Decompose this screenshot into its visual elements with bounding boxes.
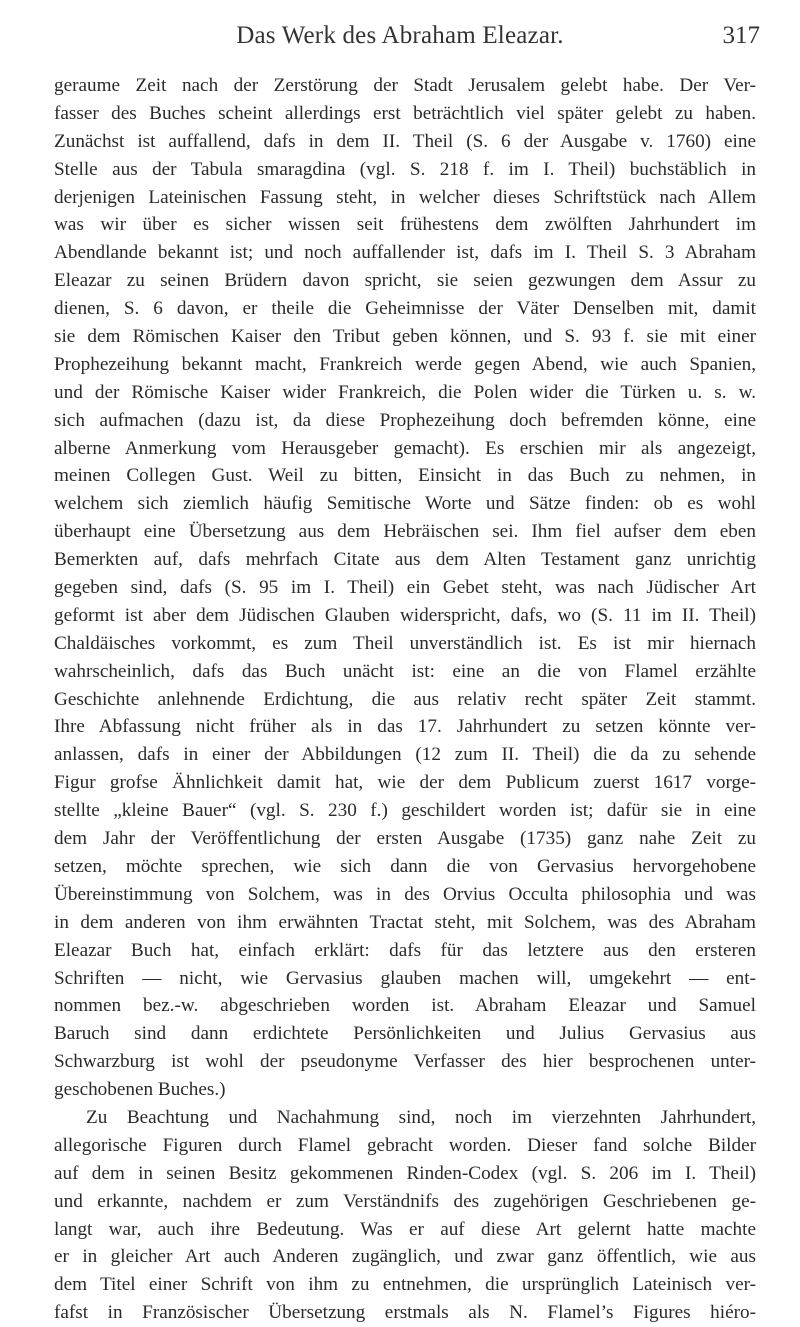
text-line: fafst in Französischer Übersetzung erstmals als N. Flamel’s Figures hiéro-: [54, 1302, 756, 1324]
text-line: Stelle aus der Tabula smaragdina (vgl. S. 218 f. im I. Theil) buchstäblich in: [54, 158, 756, 180]
text-line: Schriften — nicht, wie Gervasius glauben machen will, umgekehrt — ent-: [54, 967, 756, 989]
text-line: Figur grofse Ähnlichkeit damit hat, wie der dem Publicum zuerst 1617 vorge-: [54, 772, 756, 794]
text-line: Eleazar zu seinen Brüdern davon spricht, sie seien gezwungen dem Assur zu: [54, 270, 756, 292]
text-line: Zu Beachtung und Nachahmung sind, noch im vierzehnten Jahrhundert,: [86, 1106, 756, 1128]
text-line: Übereinstimmung von Solchem, was in des Orvius Occulta philosophia und was: [54, 883, 756, 905]
text-line: meinen Collegen Gust. Weil zu bitten, Einsicht in das Buch zu nehmen, in: [54, 465, 756, 487]
text-line: auf dem in seinen Besitz gekommenen Rinden-Codex (vgl. S. 206 im I. Theil): [54, 1162, 756, 1184]
text-line: nommen bez.-w. abgeschrieben worden ist. Abraham Eleazar und Samuel: [54, 995, 756, 1017]
body-text: [54, 72, 756, 1327]
page-number: 317: [722, 22, 760, 49]
text-line: geschobenen Buches.): [54, 1079, 226, 1101]
running-head: [0, 22, 800, 56]
text-line: was wir über es sicher wissen seit frühestens dem zwölften Jahrhundert im: [54, 214, 756, 236]
text-line: welchem sich ziemlich häufig Semitische Worte und Sätze finden: ob es wohl: [54, 493, 756, 515]
text-line: er in gleicher Art auch Anderen zugänglich, und zwar ganz öffentlich, wie aus: [54, 1246, 756, 1268]
text-line: Zunächst ist auffallend, dafs in dem II. Theil (S. 6 der Ausgabe v. 1760) eine: [54, 130, 756, 152]
text-line: und der Römische Kaiser wider Frankreich, die Polen wider die Türken u. s. w.: [54, 381, 756, 403]
text-line: Schwarzburg ist wohl der pseudonyme Verfasser des hier besprochenen unter-: [54, 1051, 756, 1073]
text-line: Prophezeihung bekannt macht, Frankreich werde gegen Abend, wie auch Spanien,: [54, 353, 756, 375]
text-line: anlassen, dafs in einer der Abbildungen (12 zum II. Theil) die da zu sehende: [54, 744, 756, 766]
text-line: sie dem Römischen Kaiser den Tribut geben können, und S. 93 f. sie mit einer: [54, 326, 756, 348]
text-line: dienen, S. 6 davon, er theile die Geheimnisse der Väter Denselben mit, damit: [54, 298, 756, 320]
text-line: Abendlande bekannt ist; und noch auffallender ist, dafs im I. Theil S. 3 Abraham: [54, 242, 756, 264]
text-line: dem Titel einer Schrift von ihm zu entnehmen, die ursprünglich Lateinisch ver-: [54, 1274, 756, 1296]
text-line: dem Jahr der Veröffentlichung der ersten Ausgabe (1735) ganz nahe Zeit zu: [54, 828, 756, 850]
text-line: wahrscheinlich, dafs das Buch unächt ist: eine an die von Flamel erzählte: [54, 660, 756, 682]
text-line: Chaldäisches vorkommt, es zum Theil unverständlich ist. Es ist mir hiernach: [54, 632, 756, 654]
text-line: sich aufmachen (dazu ist, da diese Prophezeihung doch befremden könne, eine: [54, 409, 756, 431]
text-line: geraume Zeit nach der Zerstörung der Stadt Jerusalem gelebt habe. Der Ver-: [54, 75, 756, 96]
text-line: Eleazar Buch hat, einfach erklärt: dafs für das letztere aus den ersteren: [54, 939, 756, 961]
text-line: Baruch sind dann erdichtete Persönlichkeiten und Julius Gervasius aus: [54, 1023, 756, 1045]
text-line: geformt ist aber dem Jüdischen Glauben widerspricht, dafs, wo (S. 11 im II. Theil): [54, 604, 756, 626]
text-line: gegeben sind, dafs (S. 95 im I. Theil) ein Gebet steht, was nach Jüdischer Art: [54, 577, 756, 599]
text-line: fasser des Buches scheint allerdings erst beträchtlich viel später gelebt zu haben.: [54, 102, 756, 124]
text-line: in dem anderen von ihm erwähnten Tractat steht, mit Solchem, was des Abraham: [54, 911, 756, 933]
running-title: Das Werk des Abraham Eleazar.: [236, 22, 564, 49]
text-line: langt war, auch ihre Bedeutung. Was er auf diese Art gelernt hatte machte: [54, 1218, 756, 1240]
text-line: alberne Anmerkung vom Herausgeber gemacht). Es erschien mir als angezeigt,: [54, 437, 756, 459]
text-line: und erkannte, nachdem er zum Verständnifs des zugehörigen Geschriebenen ge-: [54, 1190, 756, 1212]
text-line: Bemerkten auf, dafs mehrfach Citate aus dem Alten Testament ganz unrichtig: [54, 549, 756, 571]
text-line: setzen, möchte sprechen, wie sich dann die von Gervasius hervorgehobene: [54, 855, 756, 877]
text-line: derjenigen Lateinischen Fassung steht, in welcher dieses Schriftstück nach Allem: [54, 186, 756, 208]
text-line: überhaupt eine Übersetzung aus dem Hebräischen sei. Ihm fiel aufser dem eben: [54, 521, 756, 543]
text-line: Geschichte anlehnende Erdichtung, die aus relativ recht später Zeit stammt.: [54, 688, 756, 710]
text-line: allegorische Figuren durch Flamel gebracht worden. Dieser fand solche Bilder: [54, 1134, 756, 1156]
text-line: stellte „kleine Bauer“ (vgl. S. 230 f.) geschildert worden ist; dafür sie in eine: [54, 800, 756, 822]
text-line: Ihre Abfassung nicht früher als in das 17. Jahrhundert zu setzen könnte ver-: [54, 716, 756, 738]
